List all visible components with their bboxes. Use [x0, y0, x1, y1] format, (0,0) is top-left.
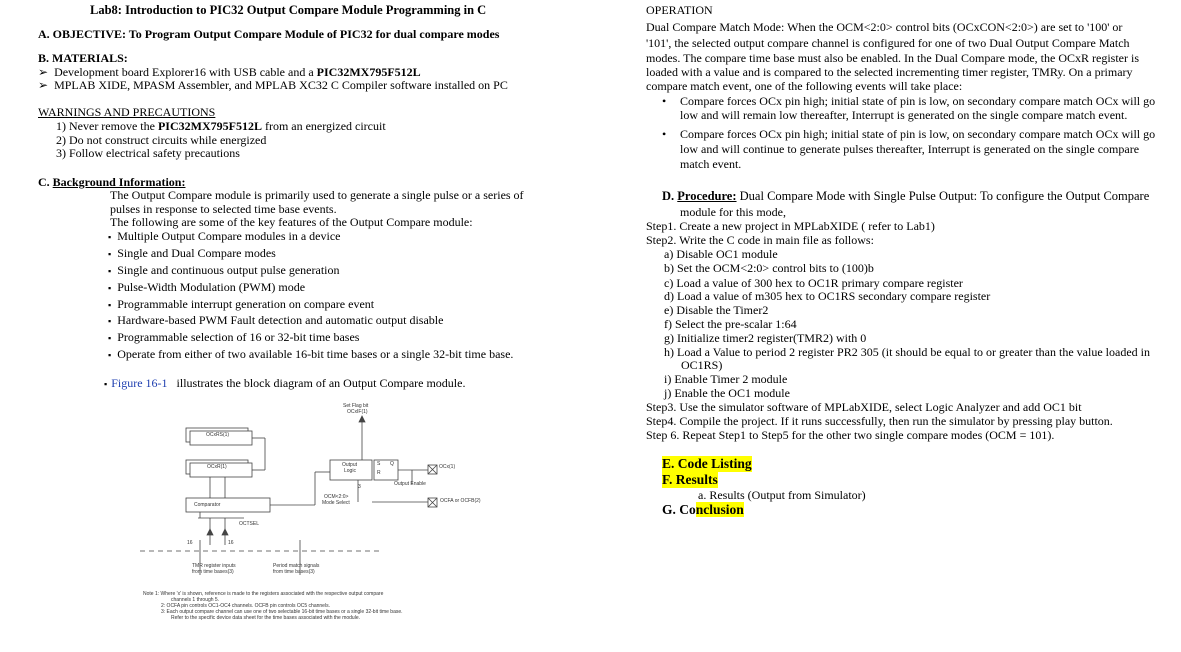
latch-s: S — [377, 461, 381, 467]
step4: Step4. Compile the project. If it runs successfully, then run the simulator by pressing play button. — [646, 414, 1113, 428]
output-logic-label: Output — [342, 462, 358, 468]
code-listing-heading: E. Code Listing — [662, 456, 752, 471]
material-item: ➢ MPLAB XIDE, MPASM Assembler, and MPLAB XC32 C Compiler software installed on PC — [38, 78, 508, 92]
feature-item: ▪ Single and continuous output pulse generation — [108, 263, 340, 278]
ocxr-label: OCxR(1) — [207, 464, 227, 470]
mode-select-label: Mode Select — [322, 500, 350, 506]
background-text: The following are some of the key features of the Output Compare module: — [110, 215, 473, 229]
warnings-heading: WARNINGS AND PRECAUTIONS — [38, 105, 216, 119]
operation-bullet: • Compare forces OCx pin high; initial state of pin is low, on secondary compare match OCx will go — [680, 127, 1155, 142]
feature-item: ▪ Hardware-based PWM Fault detection and automatic output disable — [108, 313, 443, 328]
results-heading: F. Results — [662, 472, 718, 487]
substep-cont: OC1RS) — [681, 358, 723, 372]
substep: f) Select the pre-scalar 1:64 — [664, 317, 797, 331]
feature-item: ▪ Programmable selection of 16 or 32-bit time bases — [108, 330, 359, 345]
comparator-label: Comparator — [194, 502, 221, 508]
step6: Step 6. Repeat Step1 to Step5 for the other two single compare modes (OCM = 101). — [646, 428, 1055, 442]
background-heading: C. Background Information: — [38, 175, 186, 189]
operation-text: Dual Compare Match Mode: When the OCM<2:0> control bits (OCxCON<2:0>) are set to '100' or — [646, 20, 1123, 34]
materials-heading: B. MATERIALS: — [38, 51, 128, 65]
period-match-label: from time bases(3) — [273, 569, 315, 575]
operation-text: modes. The compare time base must also be enabled. In the Dual Compare mode, the OCxR register is — [646, 51, 1139, 65]
ocxif-label: OCxIF(1) — [347, 409, 368, 415]
operation-heading: OPERATION — [646, 3, 713, 17]
latch-r: R — [377, 470, 381, 476]
feature-item: ▪ Pulse-Width Modulation (PWM) mode — [108, 280, 305, 295]
substep: g) Initialize timer2 register(TMR2) with 0 — [664, 331, 867, 345]
step2: Step2. Write the C code in main file as follows: — [646, 233, 874, 247]
operation-bullet-cont: low and will continue to generate pulses thereafter, Interrupt is generated on the single compare — [680, 142, 1140, 156]
substep: e) Disable the Timer2 — [664, 303, 769, 317]
substep: h) Load a Value to period 2 register PR2 305 (it should be equal to or greater than the value loaded in — [664, 345, 1150, 359]
tmr-inputs-label: TMR register inputs — [192, 563, 236, 569]
latch-q: Q — [390, 461, 394, 467]
period-match-label: Period match signals — [273, 563, 320, 569]
diagram-note: channels 1 through 5. — [171, 597, 220, 603]
sixteen-label: 16 — [228, 540, 234, 546]
substep: i) Enable Timer 2 module — [664, 372, 788, 386]
operation-text: compare match event, one of the following events will take place: — [646, 79, 963, 93]
sixteen-label: 16 — [187, 540, 193, 546]
lab-title: Lab8: Introduction to PIC32 Output Compare Module Programming in C — [90, 3, 487, 17]
figure-reference-line: ▪ Figure 16-1 illustrates the block diagram of an Output Compare module. — [104, 376, 466, 390]
conclusion-heading: G. Conclusion — [662, 502, 744, 517]
warning-item: 3) Follow electrical safety precautions — [56, 146, 240, 160]
procedure-heading: D. Procedure: Dual Compare Mode with Single Pulse Output: To configure the Output Compare — [662, 189, 1150, 203]
background-text: pulses in response to selected time base events. — [110, 202, 337, 216]
diagram-note: Refer to the specific device data sheet for the time bases associated with the module. — [171, 615, 360, 621]
feature-item: ▪ Programmable interrupt generation on compare event — [108, 297, 374, 312]
step3: Step3. Use the simulator software of MPLabXIDE, select Logic Analyzer and add OC1 bit — [646, 400, 1082, 414]
ocxrs-label: OCxRS(1) — [206, 432, 230, 438]
operation-text: loaded with a value and is compared to the selected incrementing timer register, TMRy. On a primary — [646, 65, 1133, 79]
three-label: 3 — [358, 484, 361, 490]
ocm-label: OCM<2:0> — [324, 494, 349, 500]
warning-item: 1) Never remove the PIC32MX795F512L from an energized circuit — [56, 119, 386, 133]
substep: b) Set the OCM<2:0> control bits to (100)b — [664, 261, 874, 275]
diagram-note: Note 1: Where 'x' is shown, reference is made to the registers associated with the respective output compare — [143, 591, 384, 597]
ocx-pin-label: OCx(1) — [439, 464, 456, 470]
set-flag-label: Set Flag bit — [343, 403, 369, 409]
results-subitem: a. Results (Output from Simulator) — [698, 488, 866, 502]
feature-item: ▪ Multiple Output Compare modules in a device — [108, 229, 341, 244]
warning-item: 2) Do not construct circuits while energized — [56, 133, 267, 147]
diagram-note: 3: Each output compare channel can use one of two selectable 16-bit time bases or a single 32-bit time base. — [161, 609, 403, 615]
block-diagram — [140, 400, 540, 650]
feature-item: ▪ Operate from either of two available 16-bit time bases or a single 32-bit time base. — [108, 347, 513, 362]
operation-text: '101', the selected output compare channel is configured for one of two Dual Output Compare Match — [646, 36, 1130, 50]
tmr-inputs-label: from time bases(3) — [192, 569, 234, 575]
ocfa-label: OCFA or OCFB(2) — [440, 498, 481, 504]
substep: a) Disable OC1 module — [664, 247, 778, 261]
operation-bullet-cont: match event. — [680, 157, 742, 171]
output-logic-label: Logic — [344, 468, 356, 474]
substep: c) Load a value of 300 hex to OC1R primary compare register — [664, 276, 963, 290]
objective: A. OBJECTIVE: To Program Output Compare Module of PIC32 for dual compare modes — [38, 27, 500, 41]
feature-item: ▪ Single and Dual Compare modes — [108, 246, 276, 261]
substep: d) Load a value of m305 hex to OC1RS secondary compare register — [664, 289, 991, 303]
diagram-note: 2: OCFA pin controls OC1-OC4 channels. OCFB pin controls OC5 channels. — [161, 603, 330, 609]
operation-bullet: • Compare forces OCx pin high; initial state of pin is low, on secondary compare match OCx will go — [680, 94, 1155, 109]
operation-bullet-cont: low and will remain low thereafter, Interrupt is generated on the single compare match event. — [680, 108, 1128, 122]
step1: Step1. Create a new project in MPLabXIDE ( refer to Lab1) — [646, 219, 935, 233]
material-item: ➢ Development board Explorer16 with USB cable and a PIC32MX795F512L — [38, 65, 421, 79]
background-text: The Output Compare module is primarily used to generate a single pulse or a series of — [110, 188, 524, 202]
substep: j) Enable the OC1 module — [664, 386, 790, 400]
octsel-label: OCTSEL — [239, 521, 260, 527]
output-enable-label: Output Enable — [394, 481, 426, 487]
procedure-title-cont: module for this mode, — [680, 205, 786, 219]
figure-link[interactable]: Figure 16-1 — [111, 376, 168, 390]
right-column — [600, 0, 1181, 652]
